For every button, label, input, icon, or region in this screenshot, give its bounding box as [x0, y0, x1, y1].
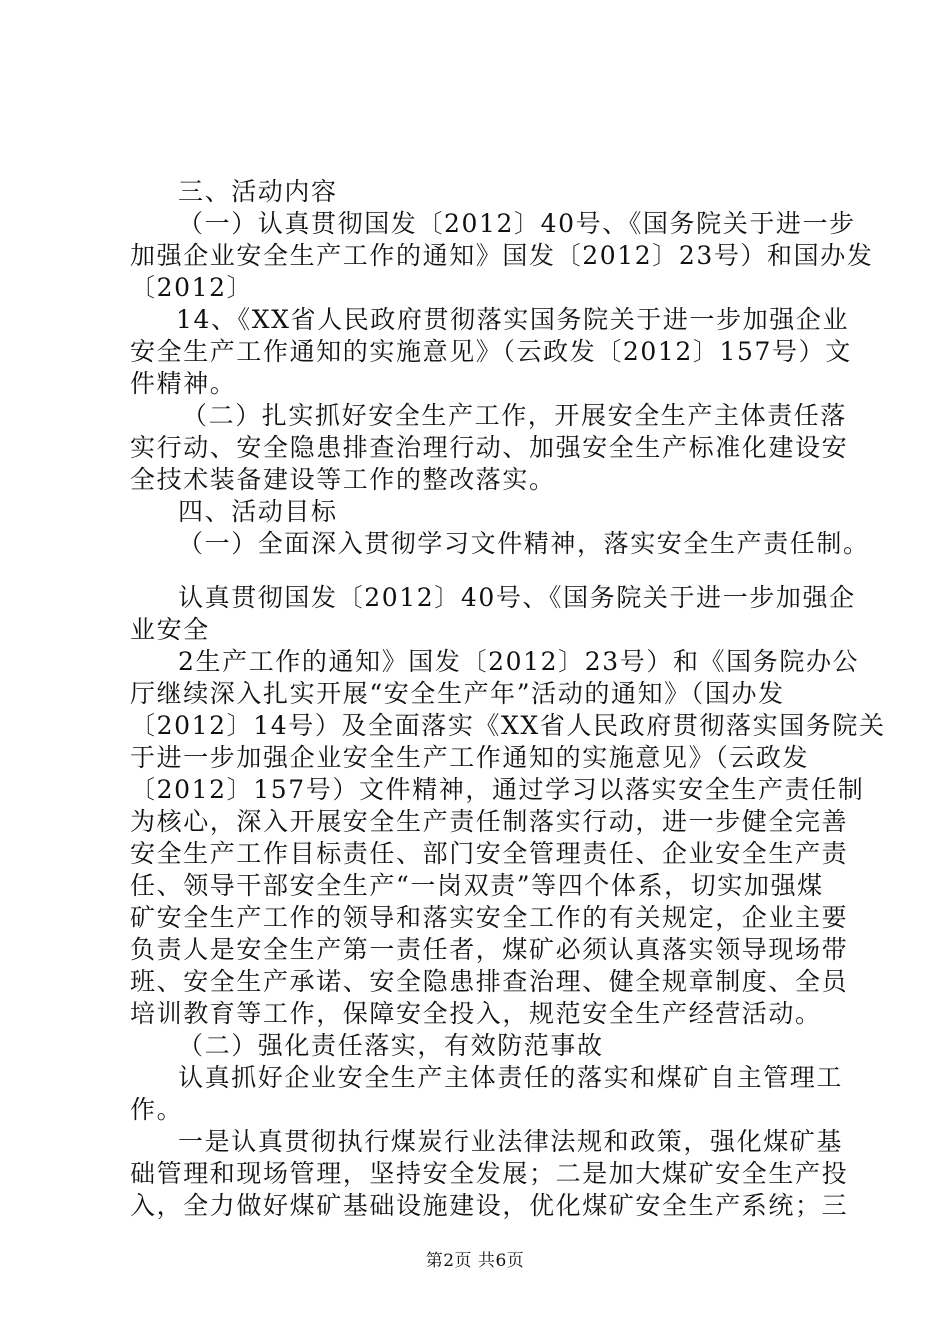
text-line: 实行动、安全隐患排查治理行动、加强安全生产标准化建设安: [130, 433, 849, 462]
text-line: （一）认真贯彻国发〔2012〕40号、《国务院关于进一步: [178, 209, 856, 238]
text-line: 任、领导干部安全生产“一岗双责”等四个体系，切实加强煤: [130, 871, 824, 900]
text-line: 为核心，深入开展安全生产责任制落实行动，进一步健全完善: [130, 807, 849, 836]
text-line: （二）强化责任落实，有效防范事故: [178, 1031, 604, 1060]
text-line: 〔2012〕157号）文件精神，通过学习以落实安全生产责任制: [130, 775, 865, 804]
text-line: 培训教育等工作，保障安全投入，规范安全生产经营活动。: [130, 999, 822, 1028]
text-line: 矿安全生产工作的领导和落实安全工作的有关规定，企业主要: [130, 903, 849, 932]
text-line: 件精神。: [130, 369, 237, 398]
text-line: 〔2012〕14号）及全面落实《XX省人民政府贯彻落实国务院关: [130, 711, 886, 740]
text-line: 于进一步加强企业安全生产工作通知的实施意见》（云政发: [130, 743, 810, 772]
text-line: 认真抓好企业安全生产主体责任的落实和煤矿自主管理工: [178, 1063, 844, 1092]
text-line: 加强企业安全生产工作的通知》国发〔2012〕23号）和国办发: [130, 241, 874, 270]
text-line: （二）扎实抓好安全生产工作，开展安全生产主体责任落: [182, 401, 848, 430]
text-line: 认真贯彻国发〔2012〕40号、《国务院关于进一步加强企: [178, 583, 856, 612]
text-line: 2生产工作的通知》国发〔2012〕23号）和《国务院办公: [178, 647, 860, 676]
text-line: 〔2012〕: [130, 273, 254, 302]
text-line: 一是认真贯彻执行煤炭行业法律法规和政策，强化煤矿基: [178, 1127, 844, 1156]
text-line: 厅继续深入扎实开展“安全生产年”活动的通知》（国办发: [130, 679, 785, 708]
page-footer: 第2页 共6页: [425, 1251, 525, 1271]
text-line: 四、活动目标: [178, 497, 338, 526]
text-line: 入，全力做好煤矿基础设施建设，优化煤矿安全生产系统；三: [130, 1191, 849, 1220]
text-line: 础管理和现场管理，坚持安全发展；二是加大煤矿安全生产投: [130, 1159, 849, 1188]
text-line: 全技术装备建设等工作的整改落实。: [130, 465, 556, 494]
text-line: 三、活动内容: [178, 177, 338, 206]
text-line: 作。: [130, 1095, 184, 1124]
text-line: （一）全面深入贯彻学习文件精神，落实安全生产责任制。: [178, 529, 870, 558]
text-line: 安全生产工作目标责任、部门安全管理责任、企业安全生产责: [130, 839, 849, 868]
text-line: 14、《XX省人民政府贯彻落实国务院关于进一步加强企业: [176, 305, 850, 334]
text-line: 班、安全生产承诺、安全隐患排查治理、健全规章制度、全员: [130, 967, 849, 996]
text-line: 安全生产工作通知的实施意见》（云政发〔2012〕157号）文: [130, 337, 852, 366]
text-line: 负责人是安全生产第一责任者，煤矿必须认真落实领导现场带: [130, 935, 849, 964]
text-line: 业安全: [130, 615, 210, 644]
